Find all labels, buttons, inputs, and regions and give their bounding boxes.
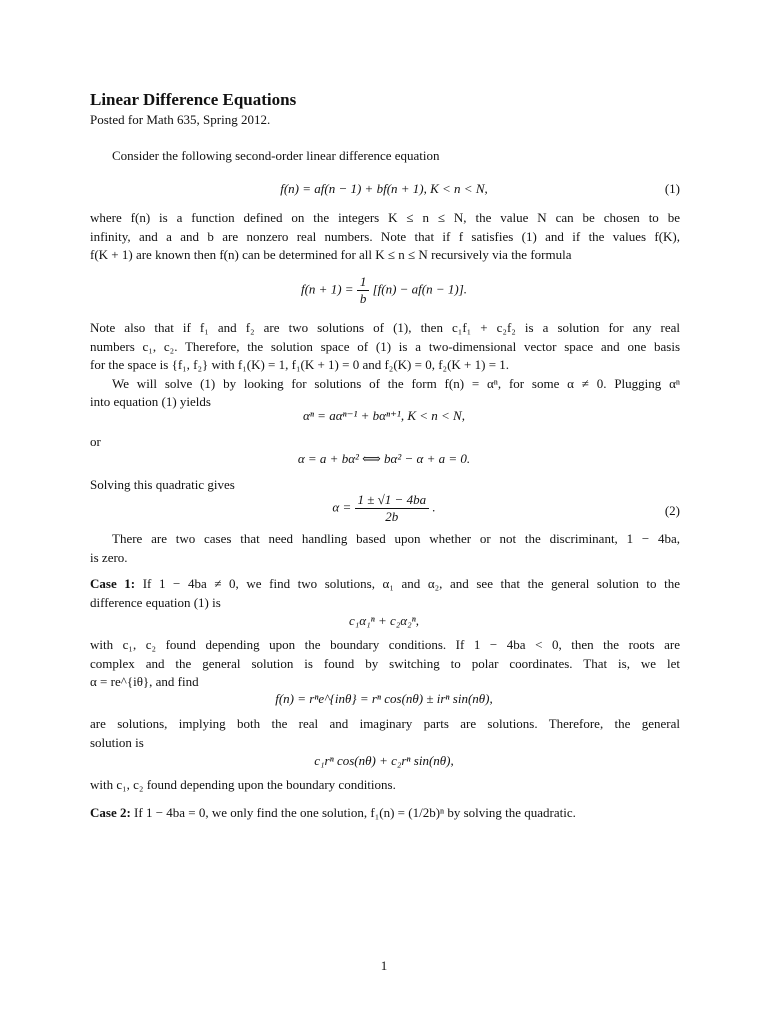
equation-2-number: (2) [664, 503, 680, 518]
recursive-fraction-denominator: b [359, 291, 367, 306]
case-1-line-4: complex and the general solution is found by switching to polar coordinates. That is, we let [90, 655, 680, 671]
where-line-3: f(K + 1) are known then f(n) can be determined for all K ≤ n ≤ N recursively via the formula [90, 247, 572, 262]
equation-2-denominator: 2b [385, 509, 399, 524]
case-1-line-2: difference equation (1) is [90, 594, 221, 610]
where-line-2: infinity, and a and b are nonzero real numbers. Note that if f satisfies (1) and if the values f(K), [90, 228, 680, 244]
equation-2-lhs: α = [332, 499, 352, 515]
polar-equation: f(n) = rⁿe^{inθ} = rⁿ cos(nθ) ± irⁿ sin(nθ), [275, 691, 493, 706]
intro-paragraph: Consider the following second-order linear difference equation [112, 148, 440, 163]
general-solution-equation: c₁α₁ⁿ + c₂α₂ⁿ, [349, 613, 419, 628]
equation-2-tail: . [432, 499, 436, 515]
where-paragraph [90, 209, 680, 265]
note-paragraph [90, 319, 680, 412]
case-1-line-7: solution is [90, 734, 144, 750]
solving-paragraph: Solving this quadratic gives [90, 477, 235, 492]
equation-2 [0, 492, 768, 525]
where-line-1: where f(n) is a function defined on the integers K ≤ n ≤ N, the value N can be chosen to be [90, 210, 680, 225]
cases-line-2: is zero. [90, 549, 128, 565]
document-subtitle: Posted for Math 635, Spring 2012. [90, 112, 271, 127]
note-line-3: for the space is {f₁, f₂} with f₁(K) = 1, f₁(K + 1) = 0 and f₂(K) = 0, f₂(K + 1) = 1. [90, 357, 510, 372]
equation-2-fraction [355, 492, 430, 525]
case-2-paragraph [90, 804, 680, 823]
alpha-power-equation: αⁿ = aαⁿ⁻¹ + bαⁿ⁺¹, K < n < N, [303, 408, 465, 423]
equation-1-expression: f(n) = af(n − 1) + bf(n + 1), K < n < N, [280, 181, 488, 196]
cases-line-1: There are two cases that need handling based upon whether or not the discriminant, 1 − 4ba, [112, 531, 680, 546]
case-2-label: Case 2: [90, 805, 131, 820]
case-1-label: Case 1: [90, 576, 136, 591]
equation-2-numerator: 1 ± √1 − 4ba [355, 492, 430, 509]
document-title: Linear Difference Equations [90, 90, 297, 109]
case-1-line-5: α = re^{iθ}, and find [90, 674, 199, 689]
case-1-implication [90, 715, 680, 752]
case-2-text: If 1 − 4ba = 0, we only find the one solution, f₁(n) = (1/2b)ⁿ by solving the quadratic. [130, 805, 576, 820]
recursive-formula [0, 274, 768, 307]
case-1-line-6: are solutions, implying both the real and imaginary parts are solutions. Therefore, the general [90, 716, 680, 731]
recursive-rhs: [f(n) − af(n − 1)]. [372, 281, 468, 297]
cases-paragraph [90, 530, 680, 567]
case-1-line-3: with c₁, c₂ found depending upon the boundary conditions. If 1 − 4ba < 0, then the roots are [90, 637, 680, 652]
case-1-line-1: Case 1: If 1 − 4ba ≠ 0, we find two solutions, α₁ and α₂, and see that the general solution to the [90, 576, 680, 591]
solve-line-1: We will solve (1) by looking for solutions of the form f(n) = αⁿ, for some α ≠ 0. Plugging αⁿ [112, 375, 680, 391]
real-solution-equation: c₁rⁿ cos(nθ) + c₂rⁿ sin(nθ), [314, 753, 454, 768]
recursive-lhs: f(n + 1) = [300, 281, 354, 297]
equation-1-number: (1) [664, 181, 680, 196]
case-1-line-8: with c₁, c₂ found depending upon the boundary conditions. [90, 777, 396, 792]
case-1-paragraph [90, 575, 680, 612]
recursive-fraction [357, 274, 370, 307]
case-1-continued [90, 636, 680, 692]
page-number: 1 [380, 958, 388, 973]
recursive-fraction-numerator: 1 [357, 274, 370, 291]
note-line-1: Note also that if f₁ and f₂ are two solutions of (1), then c₁f₁ + c₂f₂ is a solution for any real [90, 320, 680, 335]
solve-line-2: into equation (1) yields [90, 394, 211, 409]
or-label: or [90, 434, 101, 449]
quadratic-equation: α = a + bα² ⟺ bα² − α + a = 0. [297, 451, 471, 466]
note-line-2: numbers c₁, c₂. Therefore, the solution space of (1) is a two-dimensional vector space and one basis [90, 338, 680, 354]
equation-1 [0, 180, 768, 198]
